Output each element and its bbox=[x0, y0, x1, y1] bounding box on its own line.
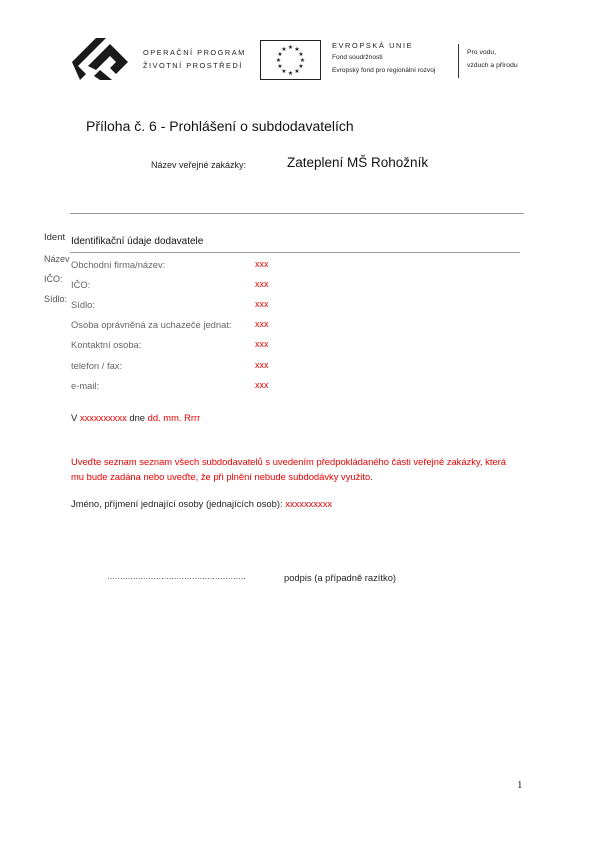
section-divider-top bbox=[70, 213, 524, 214]
program-motto bbox=[467, 47, 518, 72]
svg-text:★: ★ bbox=[294, 68, 300, 75]
field-label-phone-fax: telefon / fax: bbox=[71, 360, 123, 371]
ghost-ident: Ident bbox=[44, 232, 66, 243]
date-prefix: V bbox=[71, 412, 78, 423]
ghost-nazev: Název bbox=[44, 254, 70, 264]
date-line bbox=[71, 412, 200, 423]
fund-cohesion: Fond soudržnosti bbox=[332, 54, 383, 61]
clipped-left-column bbox=[44, 232, 70, 312]
motto-line-2: vzduch a přírodu bbox=[467, 61, 518, 69]
fund-regional: Evropský fond pro regionální rozvoj bbox=[332, 67, 436, 74]
svg-text:★: ★ bbox=[298, 51, 304, 58]
field-label-contact-person: Kontaktní osoba: bbox=[71, 339, 142, 350]
eu-funding-info bbox=[332, 40, 435, 77]
svg-text:★: ★ bbox=[281, 68, 287, 75]
page-number: 1 bbox=[517, 779, 523, 791]
instruction-text: Uveďte seznam seznam všech subdodavatelů s uvedením předpokládaného části veřejné zakázky, která mu bude zadána nebo uveďte, že při plnění nebude subdodávky využito. bbox=[71, 456, 506, 482]
field-label-address: Sídlo: bbox=[71, 299, 95, 310]
section-divider bbox=[70, 252, 520, 253]
header-divider bbox=[458, 44, 459, 78]
eu-flag-icon bbox=[260, 40, 321, 80]
field-value-ico: xxx bbox=[255, 279, 269, 289]
date-middle: dne bbox=[129, 412, 146, 423]
svg-text:★: ★ bbox=[298, 63, 304, 70]
ghost-sidlo: Sídlo: bbox=[44, 294, 68, 304]
program-name bbox=[143, 47, 246, 72]
signatory-placeholder: xxxxxxxxxx bbox=[285, 498, 333, 509]
field-label-email: e-mail: bbox=[71, 380, 100, 391]
order-label: Název veřejné zakázky: bbox=[151, 160, 247, 170]
field-label-authorized-person: Osoba oprávněná za uchazeče jednat: bbox=[71, 319, 232, 330]
svg-text:★: ★ bbox=[275, 57, 282, 64]
field-value-phone-fax: xxx bbox=[255, 360, 269, 370]
field-label-ico: IČO: bbox=[71, 279, 91, 290]
ghost-ico: IČO: bbox=[44, 274, 63, 284]
svg-text:★: ★ bbox=[281, 46, 287, 53]
svg-text:★: ★ bbox=[299, 57, 306, 64]
op-zp-logo-icon bbox=[70, 36, 130, 82]
field-value-company: xxx bbox=[255, 259, 269, 269]
signature-dotted-line: ……………………………………………… bbox=[107, 572, 246, 581]
svg-text:★: ★ bbox=[287, 44, 294, 51]
signatory-label: Jméno, příjmení jednající osoby (jednajících osob): bbox=[71, 498, 283, 509]
svg-text:★: ★ bbox=[277, 63, 283, 70]
signatory-line bbox=[71, 498, 332, 509]
motto-line-1: Pro vodu, bbox=[467, 49, 497, 56]
document-title: Příloha č. 6 - Prohlášení o subdodavatelích bbox=[86, 118, 354, 134]
order-name: Zateplení MŠ Rohožník bbox=[287, 155, 429, 170]
program-line-2: ŽIVOTNÍ PROSTŘEDÍ bbox=[143, 60, 243, 70]
date-placeholder: dd. mm. Rrrr bbox=[147, 412, 201, 423]
field-value-address: xxx bbox=[255, 299, 269, 309]
svg-text:★: ★ bbox=[287, 70, 294, 77]
field-value-authorized-person: xxx bbox=[255, 319, 269, 329]
place-placeholder: xxxxxxxxxx bbox=[79, 412, 127, 423]
eu-title: EVROPSKÁ UNIE bbox=[332, 41, 414, 50]
field-label-company: Obchodní firma/název: bbox=[71, 259, 166, 270]
signature-label: podpis (a případně razítko) bbox=[284, 572, 397, 583]
svg-text:★: ★ bbox=[277, 51, 283, 58]
section-heading: Identifikační údaje dodavatele bbox=[71, 236, 204, 247]
program-line-1: OPERAČNÍ PROGRAM bbox=[143, 48, 246, 57]
field-value-email: xxx bbox=[255, 380, 269, 390]
svg-text:★: ★ bbox=[294, 46, 300, 53]
field-value-contact-person: xxx bbox=[255, 339, 269, 349]
